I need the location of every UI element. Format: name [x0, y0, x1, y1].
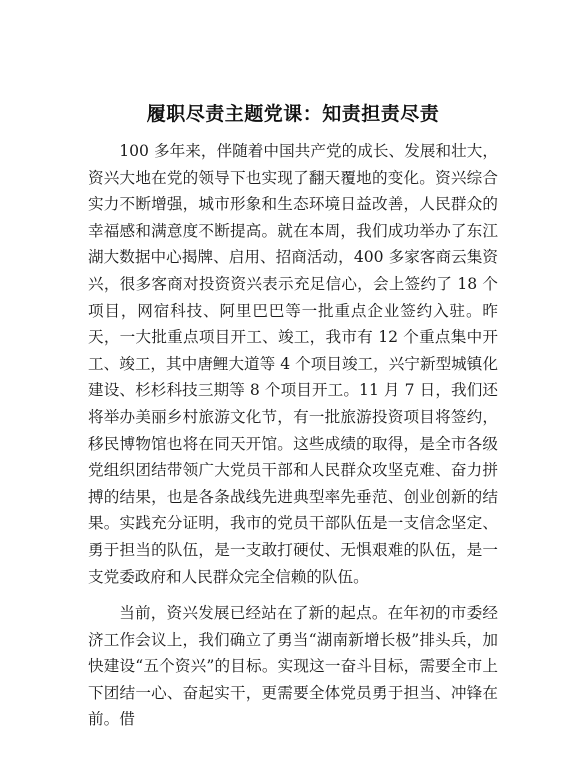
- paragraph: 当前，资兴发展已经站在了新的起点。在年初的市委经济工作会议上，我们确立了勇当“湖南新增长极”排头兵，加快建设“五个资兴”的目标。实现这一奋斗目标，需要全市上下团结一心、奋起实干，更需要全体党员勇于担当、冲锋在前。借: [88, 604, 498, 729]
- document-title: 履职尽责主题党课：知责担责尽责: [146, 103, 440, 125]
- document-body: [88, 138, 498, 743]
- paragraph: 100 多年来，伴随着中国共产党的成长、发展和壮大，资兴大地在党的领导下也实现了翻天覆地的变化。资兴综合实力不断增强，城市形象和生态环境日益改善，人民群众的幸福感和满意度不断提高。就在本周，我们成功举办了东江湖大数据中心揭牌、启用、招商活动，400 多家客商云集资兴，很多客商对投资资兴表示充足信心，会上签约了 18 个项目，网宿科技、阿里巴巴等一批重点企业签约入驻。昨天，一大批重点项目开工、竣工，我市有 12 个重点集中开工、竣工，其中唐鲤大道等 4 个项目竣工，兴宁新型城镇化建设、杉杉科技三期等 8 个项目开工。11 月 7 日，我们还将举办美丽乡村旅游文化节，有一批旅游投资项目将签约，移民博物馆也将在同天开馆。这些成绩的取得，是全市各级党组织团结带领广大党员干部和人民群众攻坚克难、奋力拼搏的结果，也是各条战线先进典型率先垂范、创业创新的结果。实践充分证明，我市的党员干部队伍是一支信念坚定、勇于担当的队伍，是一支敢打硬仗、无惧艰难的队伍，是一支党委政府和人民群众完全信赖的队伍。: [88, 142, 498, 586]
